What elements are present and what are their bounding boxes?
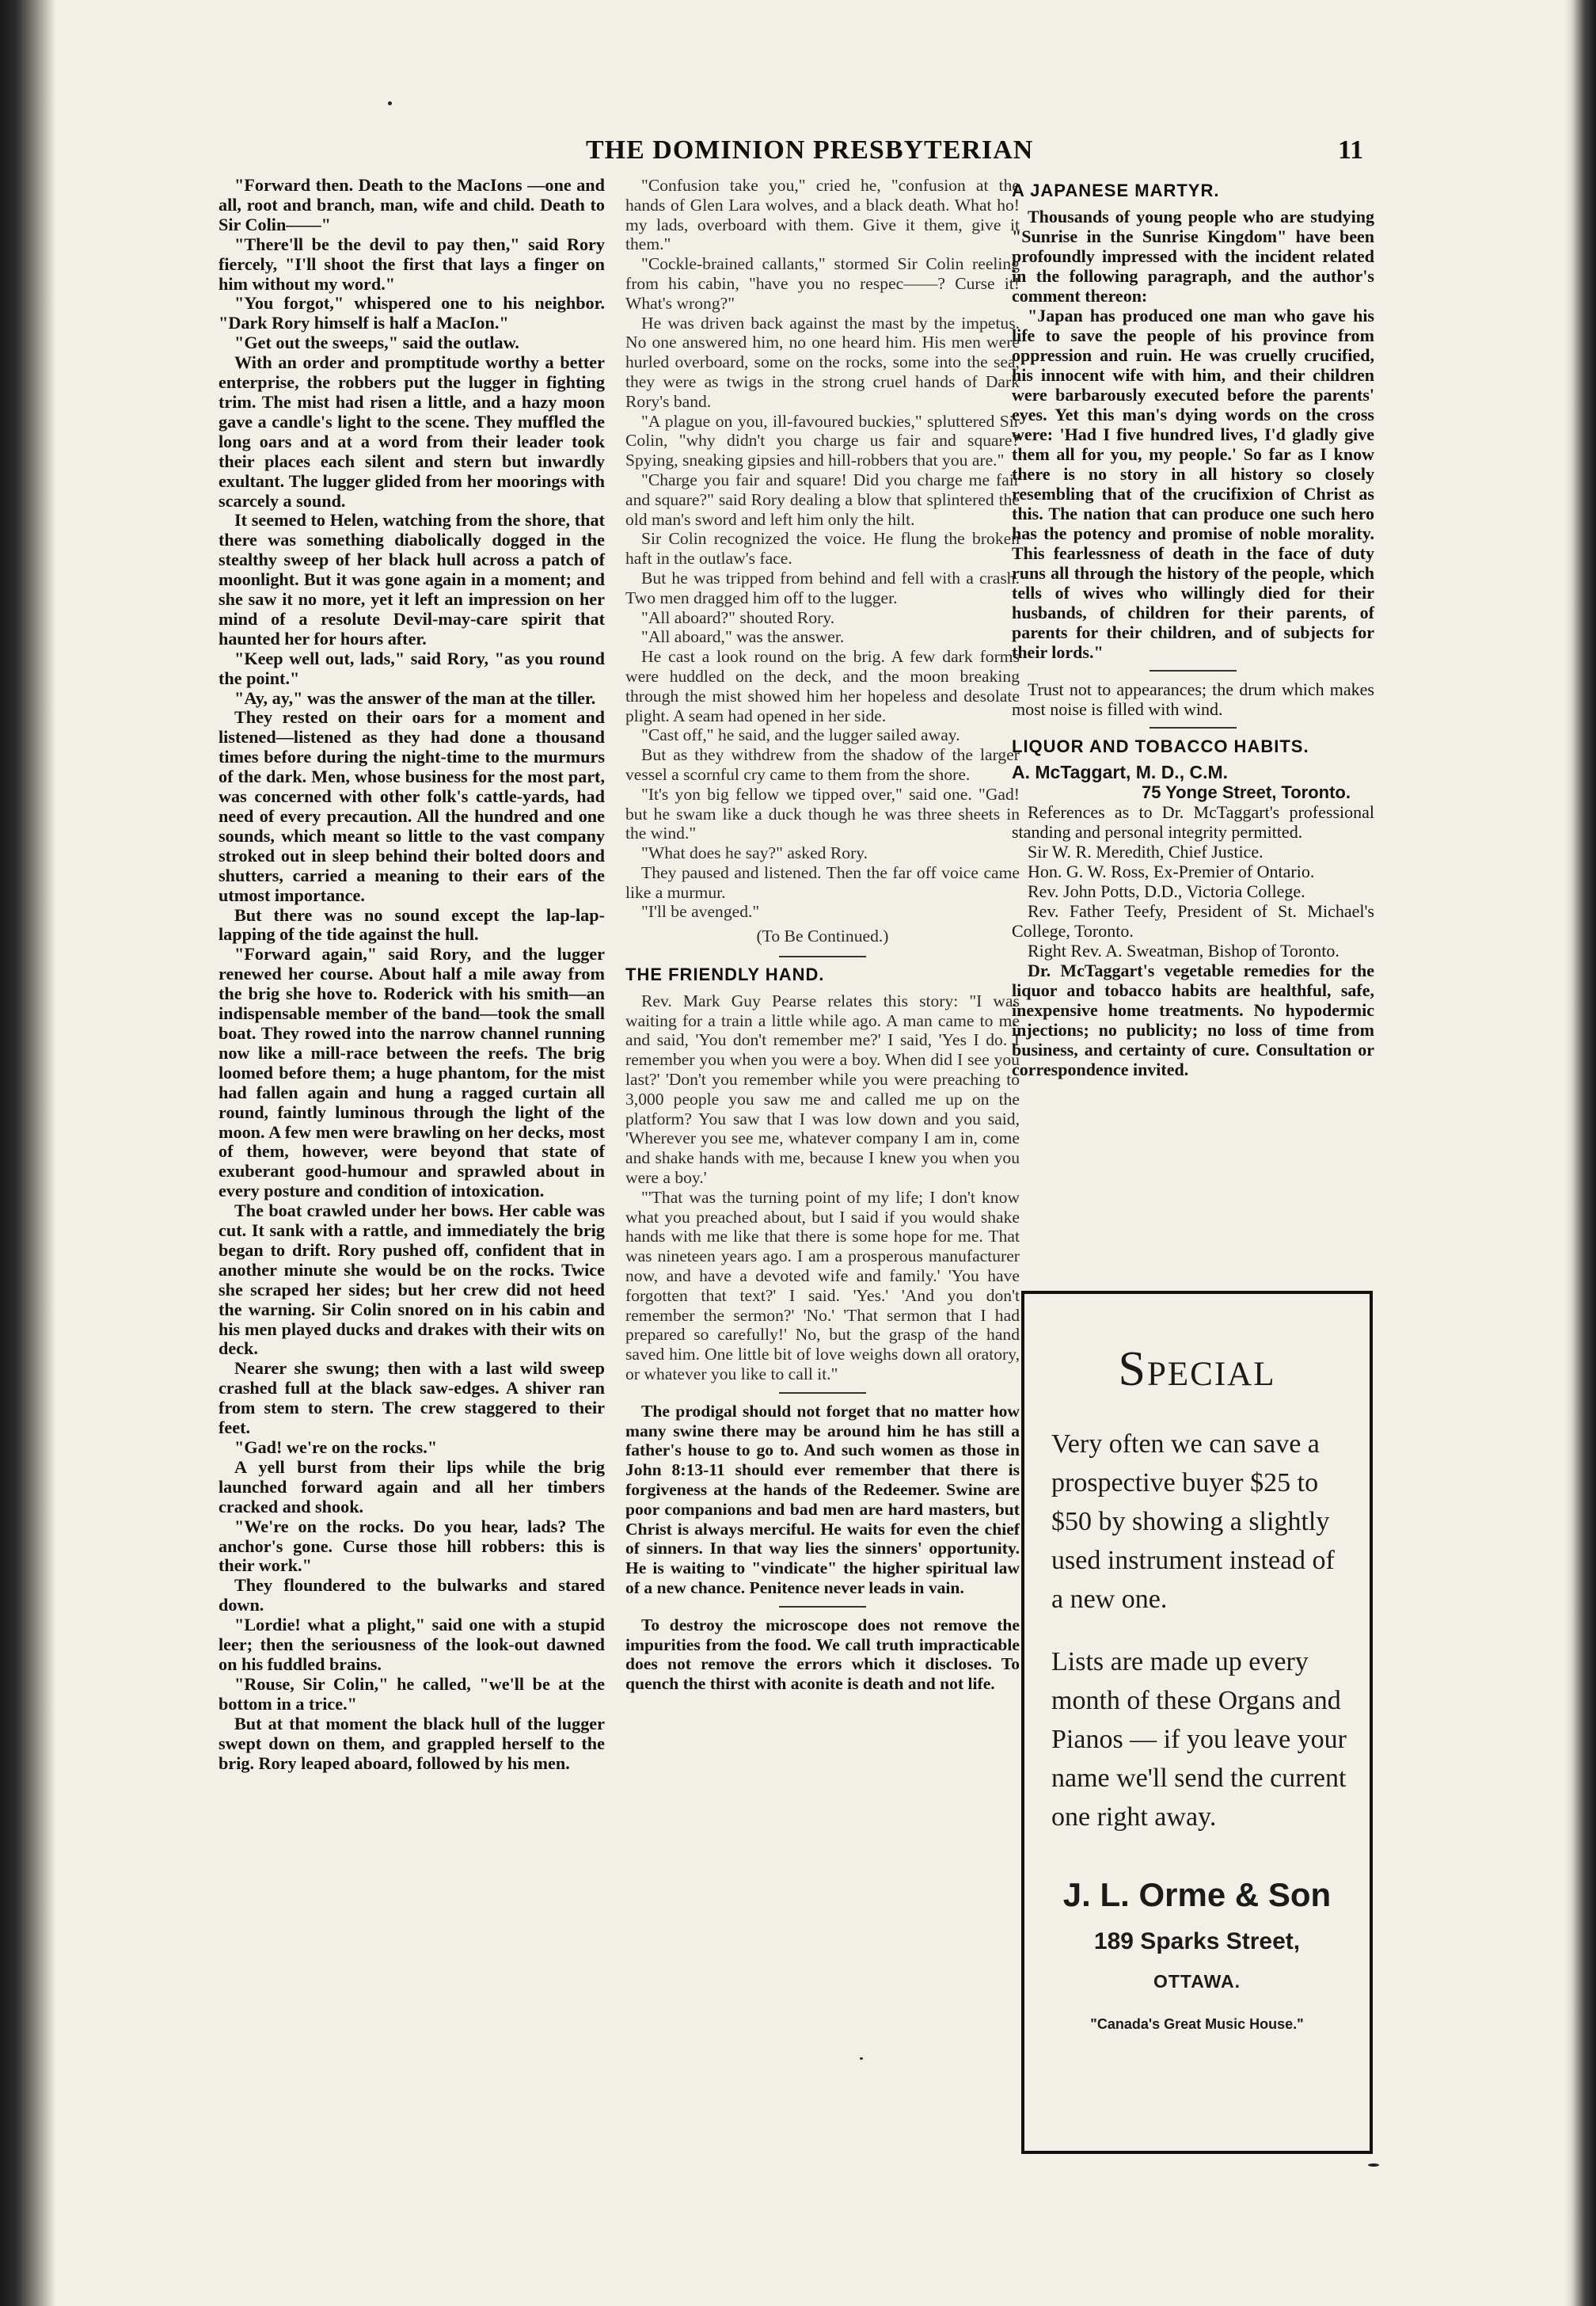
- reference-item: Rev. John Potts, D.D., Victoria College.: [1028, 881, 1305, 901]
- paragraph: With an order and promptitude worthy a better enterprise, the robbers put the lugger in fighting trim. The mist had risen a little, and a hazy moon gave a candle's light to the scene. They muffled the long oars and at a word from their leader took their places each silent and stern but inwardly exultant. The lugger glided from her moorings with scarcely a sound.: [218, 352, 605, 511]
- scan-left-edge: [0, 0, 55, 2306]
- paragraph: It seemed to Helen, watching from the shore, that there was something diabolically dogged in the stealthy sweep of her black hull across a patch of moonlight. But it was gone again in a moment; and she saw it no more, yet it left an impression on her mind of a resolute Devil-may-care spirit that haunted her for hours after.: [218, 510, 605, 649]
- ad-slogan: "Canada's Great Music House.": [1090, 2016, 1304, 2032]
- doctor-name: A. McTaggart, M. D., C.M.: [1012, 762, 1229, 782]
- ad-headline: Special: [1118, 1342, 1276, 1396]
- paragraph: "Confusion take you," cried he, "confusion at the hands of Glen Lara wolves, and a black death. What ho! my lads, overboard with them. Give it them, give it them.": [625, 176, 1020, 254]
- paragraph: Nearer she swung; then with a last wild sweep crashed full at the black saw-edges. A shiver ran from stem to stern. The crew staggered to their feet.: [218, 1358, 605, 1438]
- ad-firm-name: J. L. Orme & Son: [1062, 1876, 1332, 1913]
- print-speck: [388, 101, 392, 105]
- paragraph: Thousands of young people who are studying "Sunrise in the Sunrise Kingdom" have been profoundly impressed with the incident related in the following paragraph, and the author's comment thereon:: [1012, 207, 1374, 306]
- microscope-paragraph: To destroy the microscope does not remove the impurities from the food. We call truth impracticable does not remove the errors which it discloses. To quench the thirst with aconite is death and not life.: [625, 1615, 1020, 1694]
- continued-note: (To Be Continued.): [756, 927, 889, 946]
- reference-item: Hon. G. W. Ross, Ex-Premier of Ontario.: [1028, 862, 1315, 881]
- paragraph: "We're on the rocks. Do you hear, lads? The anchor's gone. Curse those hill robbers: this is their work.": [218, 1516, 605, 1576]
- paragraph: "Charge you fair and square! Did you charge me fair and square?" said Rory dealing a blow that splintered the old man's sword and left him only the hilt.: [625, 470, 1020, 529]
- trust-paragraph: Trust not to appearances; the drum which makes most noise is filled with wind.: [1012, 679, 1374, 719]
- paragraph: "Cockle-brained callants," stormed Sir Colin reeling from his cabin, "have you no respec——? Curse it! What's wrong?": [625, 254, 1020, 313]
- paragraph: They rested on their oars for a moment and listened—listened as they had done a thousand times before during the night-time to the murmurs of the dark. Men, whose business for the most part, was concerned with other folk's cattle-yards, had need of every precaution. All the hundred and one sounds, which meant so little to the vast company stroked out in sleep behind their bolted doors and shutters, carried a meaning to their ears of the utmost importance.: [218, 707, 605, 905]
- paragraph: "All aboard," was the answer.: [641, 627, 845, 647]
- japanese-martyr-heading: A JAPANESE MARTYR.: [1012, 181, 1220, 200]
- paragraph: "A plague on you, ill-favoured buckies," spluttered Sir Colin, "why didn't you charge us fair and square? Spying, sneaking gipsies and hill-robbers that you are.": [625, 411, 1020, 470]
- page-header: [190, 133, 1378, 168]
- paragraph: The boat crawled under her bows. Her cable was cut. It sank with a rattle, and immediately the brig began to drift. Rory pushed off, confident that in another minute she would be on the rocks. Twice she scraped her sides; but her crew did not heed the warning. Sir Colin snored on in his cabin and his men played ducks and drakes with their wits on deck.: [218, 1201, 605, 1359]
- section-divider: [779, 1606, 866, 1608]
- page-number: 11: [1338, 135, 1364, 165]
- paragraph: But at that moment the black hull of the lugger swept down on them, and grappled herself to the brig. Rory leaped aboard, followed by his men.: [218, 1713, 605, 1773]
- doctor-address: 75 Yonge Street, Toronto.: [1141, 782, 1351, 802]
- paragraph: A yell burst from their lips while the brig launched forward again and all her timbers cracked and shook.: [218, 1456, 605, 1516]
- paragraph: "What does he say?" asked Rory.: [641, 843, 868, 863]
- paragraph: He cast a look round on the brig. A few dark forms were huddled on the deck, and the moon breaking through the mist showed him her hopeless and desolate plight. A seam had opened in her side.: [625, 647, 1020, 725]
- print-speck: [860, 2057, 863, 2060]
- paragraph: Rev. Mark Guy Pearse relates this story: "I was waiting for a train a little while ago. A man came to me and said, 'You don't remember me?' I said, 'Yes I do. I remember you when you were a boy. When did I see you last?' 'Don't you remember while you were preaching to 3,000 people you saw me and called me up on the platform? You saw that I was low down and you said, 'Wherever you see me, whatever company I am in, come and shake hands with me, because I knew you when you were a boy.': [625, 991, 1020, 1188]
- paragraph: "'That was the turning point of my life; I don't know what you preached about, but I said if you would shake hands with me like that there is some hope for me. That was nineteen years ago. I am a prosperous manufacturer now, and have a devoted wife and family.' 'You have forgotten that text?' I said. 'Yes.' 'And you don't remember the sermon?' 'No.' 'That sermon that I had prepared so carefully!' No, but the grasp of the hand saved him. One little bit of love weighs down all oratory, or whatever you like to call it.": [625, 1187, 1020, 1384]
- paragraph: "Forward then. Death to the MacIons —one and all, root and branch, man, wife and child. Death to Sir Colin——": [218, 175, 605, 234]
- paragraph: "Rouse, Sir Colin," he called, "we'll be at the bottom in a trice.": [218, 1673, 605, 1714]
- paragraph: "Ay, ay," was the answer of the man at the tiller.: [234, 687, 596, 708]
- piano-advertisement: [1021, 1291, 1373, 2154]
- reference-item: Right Rev. A. Sweatman, Bishop of Toronto.: [1028, 941, 1340, 961]
- section-divider: [779, 956, 866, 957]
- liquor-heading: LIQUOR AND TOBACCO HABITS.: [1012, 736, 1309, 756]
- column-1: [218, 176, 605, 1773]
- reference-item: Rev. Father Teefy, President of St. Michael's College, Toronto.: [1012, 901, 1374, 941]
- ad-body-1: Very often we can save a prospective buyer $25 to $50 by showing a slightly used instrument instead of a new one.: [1051, 1429, 1335, 1614]
- paragraph: "Cast off," he said, and the lugger sailed away.: [641, 725, 960, 745]
- scan-right-edge: [1564, 0, 1596, 2306]
- ad-street: 189 Sparks Street,: [1093, 1928, 1301, 1954]
- ad-city: OTTAWA.: [1153, 1971, 1241, 1992]
- paragraph: But he was tripped from behind and fell with a crash. Two men dragged him off to the lugger.: [625, 568, 1020, 607]
- section-divider: [1150, 727, 1237, 729]
- paragraph: But there was no sound except the lap-lap-lapping of the tide against the hull.: [218, 904, 605, 945]
- paragraph: They paused and listened. Then the far off voice came like a murmur.: [625, 862, 1020, 902]
- paragraph: "There'll be the devil to pay then," said Rory fiercely, "I'll shoot the first that lays a finger on him without my word.": [218, 234, 605, 294]
- remedies-paragraph: Dr. McTaggart's vegetable remedies for the liquor and tobacco habits are healthful, safe, inexpensive home treatments. No hypodermic injections; no publicity; no loss of time from business, and certainty of cure. Consultation or correspondence invited.: [1012, 961, 1374, 1079]
- paragraph: "Forward again," said Rory, and the lugger renewed her course. About half a mile away from the brig she hove to. Roderick with his smith—an indispensable member of the band—took the small boat. They rowed into the narrow channel running now like a mill-race between the reefs. The brig loomed before them; a huge phantom, for the mist had fallen again and hung a ragged curtain all round, faintly luminous through the light of the moon. A few men were brawling on her decks, most of them, however, were beyond that state of exuberant good-humour and sprawled about in every posture and condition of intoxication.: [218, 944, 605, 1201]
- masthead-title: THE DOMINION PRESBYTERIAN: [586, 135, 1034, 165]
- paragraph: "Get out the sweeps," said the outlaw.: [234, 333, 519, 353]
- paragraph: He was driven back against the mast by the impetus. No one answered him, no one heard him. His men were hurled overboard, some on the rocks, some into the sea, they were as twigs in the strong cruel hands of Dark Rory's band.: [625, 313, 1020, 411]
- paragraph: "I'll be avenged.": [641, 902, 760, 922]
- paragraph: "It's yon big fellow we tipped over," said one. "Gad! but he swam like a duck though he was three sheets in the wind.": [625, 784, 1020, 843]
- paragraph: They floundered to the bulwarks and stared down.: [218, 1575, 605, 1615]
- friendly-hand-heading: THE FRIENDLY HAND.: [625, 965, 825, 985]
- paragraph: "Lordie! what a plight," said one with a stupid leer; then the seriousness of the look-out dawned on his fuddled brains.: [218, 1615, 605, 1674]
- paragraph: "All aboard?" shouted Rory.: [641, 607, 835, 627]
- prodigal-paragraph: The prodigal should not forget that no matter how many swine there may be around him he has still a father's house to go to. And such women as those in John 8:13-11 should ever remember that there is forgiveness at the hands of the Redeemer. Swine are poor companions and bad men are hard masters, but Christ is always merciful. He waits for even the chief of sinners. In that way lies the sinners' opportunity. He is waiting to "vindicate" the higher spiritual law of a new chance. Penitence never leads in vain.: [625, 1401, 1020, 1597]
- reference-item: Sir W. R. Meredith, Chief Justice.: [1028, 842, 1264, 862]
- column-2: [625, 176, 1020, 1694]
- ad-body-2: Lists are made up every month of these Organs and Pianos — if you leave your name we'll send the current one right away.: [1051, 1647, 1347, 1832]
- section-divider: [779, 1392, 866, 1394]
- paragraph: "Japan has produced one man who gave his life to save the people of his province from oppression and ruin. He was cruelly crucified, his innocent wife with him, and their children were barbarously executed before the parents' eyes. Yet this man's dying words on the cross were: 'Had I five hundred lives, I'd gladly give them all for you, my people.' So far as I know there is no story in all history so closely resembling that of the crucifixion of Christ as this. The nation that can produce one such hero has the potency and promise of noble morality. This fearlessness of death in the face of duty runs all through the history of the people, which tells of wives who willingly died for their husbands, of children for their parents, of parents for their children, and of subjects for their lords.": [1012, 306, 1374, 662]
- paragraph: "You forgot," whispered one to his neighbor. "Dark Rory himself is half a MacIon.": [218, 293, 605, 333]
- paragraph: "Keep well out, lads," said Rory, "as you round the point.": [218, 648, 605, 688]
- column-3: [1012, 176, 1374, 1079]
- section-divider: [1150, 670, 1237, 672]
- paragraph: But as they withdrew from the shadow of the larger vessel a scornful cry came to them from the shore.: [625, 745, 1020, 784]
- references-intro: References as to Dr. McTaggart's professional standing and personal integrity permitted.: [1012, 802, 1374, 842]
- print-speck: [1368, 2163, 1379, 2167]
- paragraph: "Gad! we're on the rocks.": [234, 1437, 438, 1457]
- paragraph: Sir Colin recognized the voice. He flung the broken haft in the outlaw's face.: [625, 529, 1020, 569]
